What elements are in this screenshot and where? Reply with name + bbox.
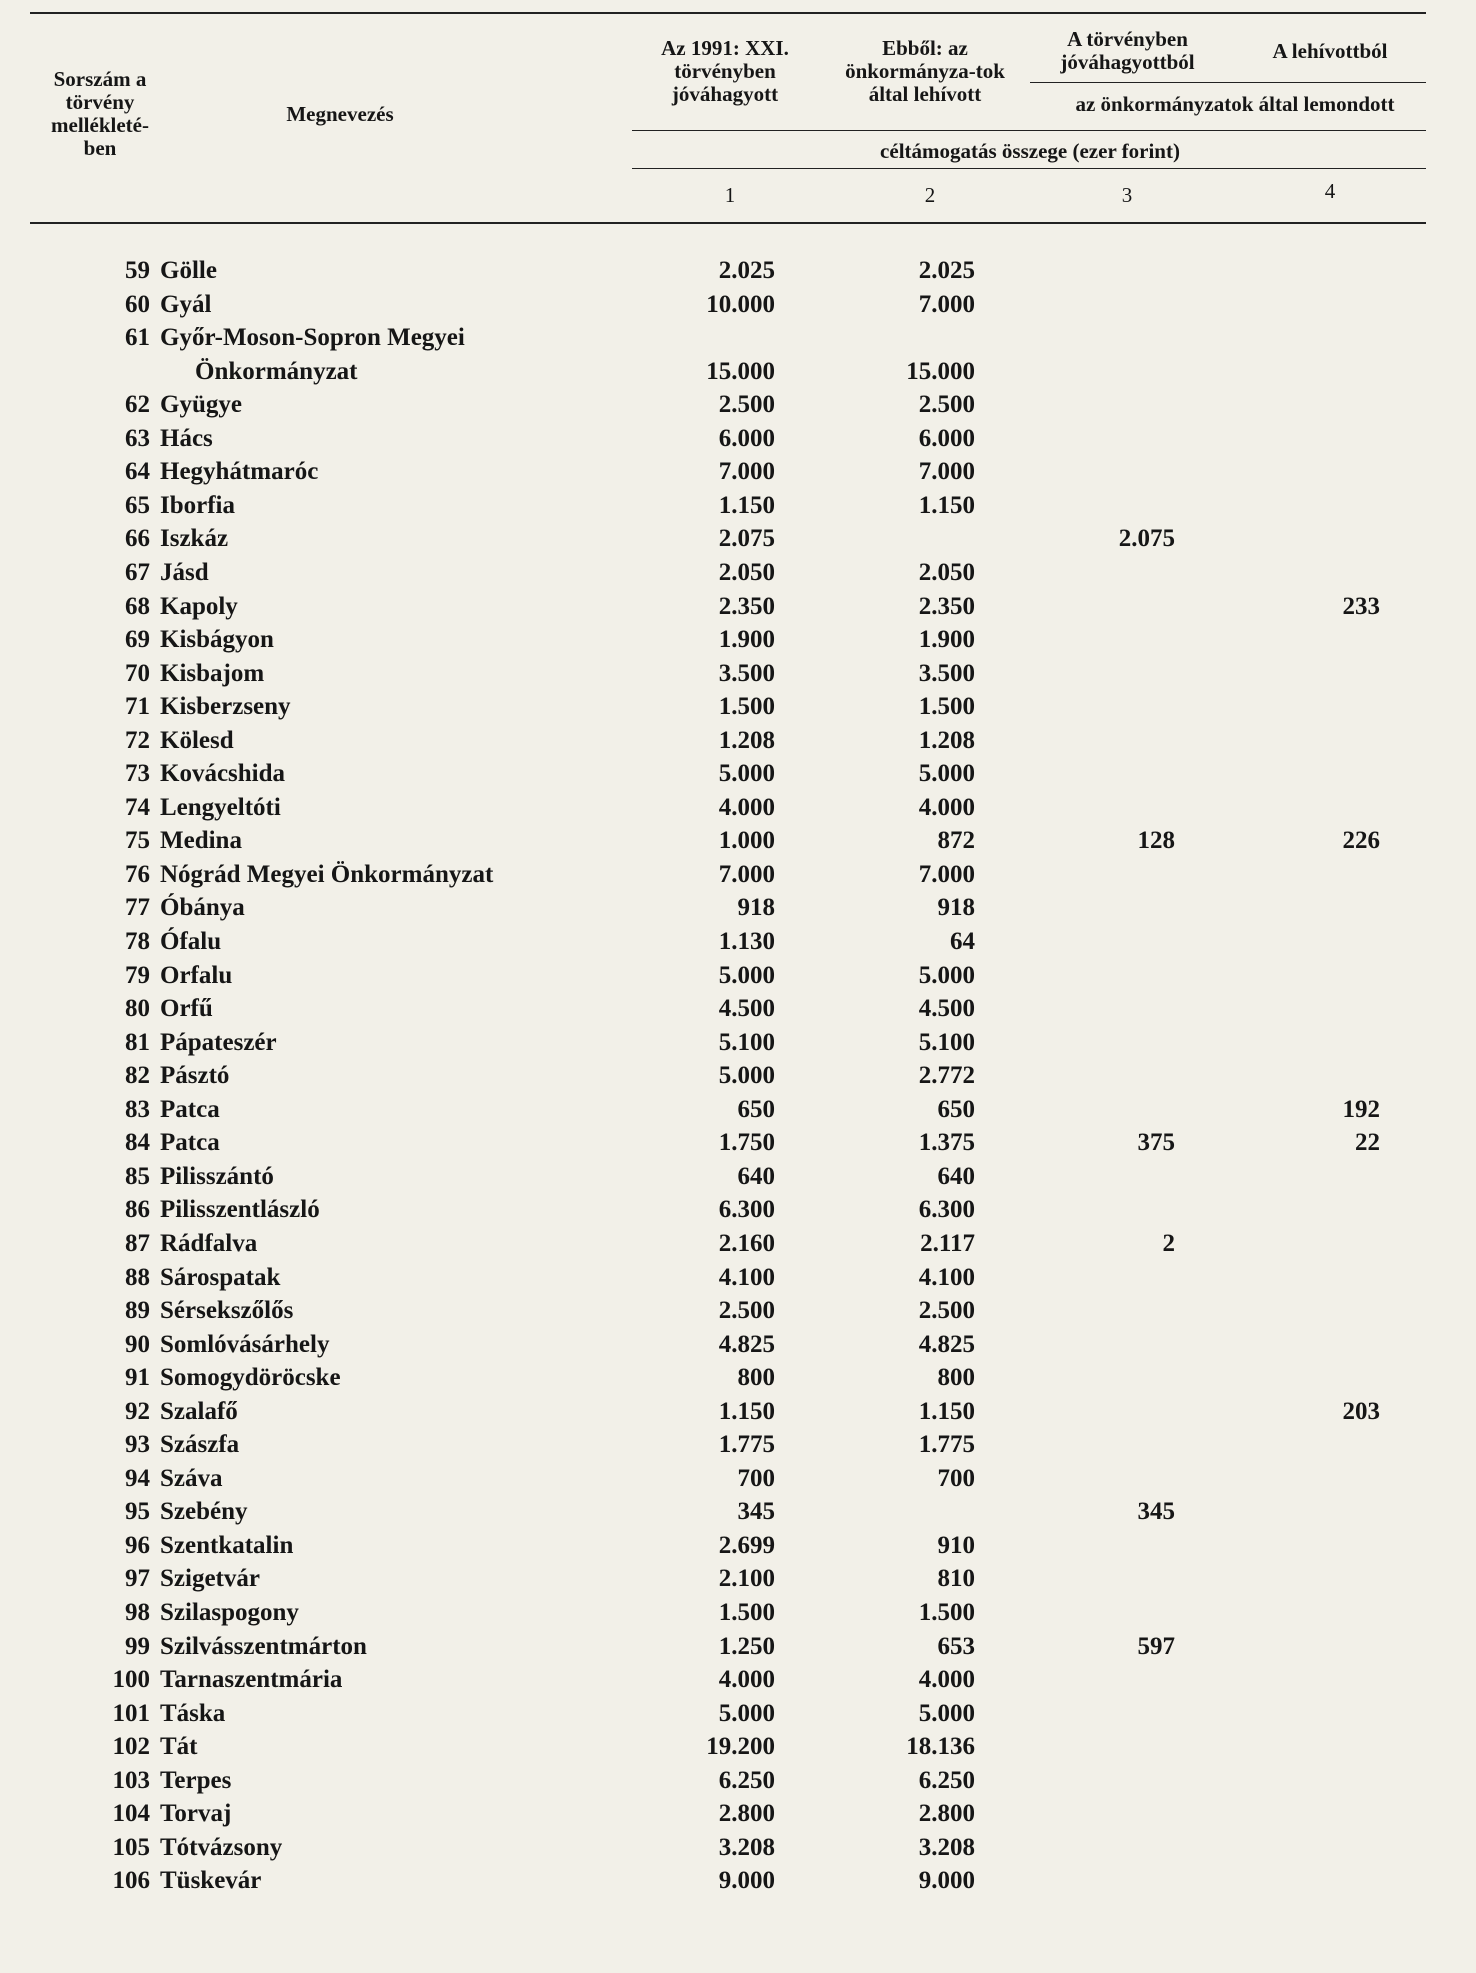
table-row [0,1294,1476,1327]
approved-amount: 2.160 [718,1229,775,1257]
row-number: 70 [125,659,150,687]
table-row [0,1026,1476,1059]
municipality-name: Gyügye [160,391,242,419]
header-bottom-rule [30,222,1426,224]
approved-amount: 2.500 [718,1297,775,1325]
table-row [0,590,1476,623]
municipality-name: Önkormányzat [195,357,358,385]
municipality-name: Patca [160,1129,220,1157]
municipality-name: Szászfa [160,1431,240,1459]
table-row [0,1193,1476,1226]
drawn-amount: 2.800 [918,1800,975,1828]
drawn-amount: 7.000 [918,290,975,318]
municipality-name: Gyál [160,290,212,318]
waived-from-drawn: 226 [1342,827,1380,855]
drawn-amount: 1.500 [918,693,975,721]
row-number: 101 [112,1699,150,1727]
header-megnevezes: Megnevezés [286,102,394,126]
drawn-amount: 6.000 [918,424,975,452]
drawn-amount: 6.300 [918,1196,975,1224]
approved-amount: 2.025 [718,257,775,284]
drawn-amount: 5.000 [918,760,975,788]
table-row [0,1764,1476,1797]
approved-amount: 1.130 [718,928,775,955]
municipality-name: Kovácshida [160,760,286,788]
approved-amount: 2.500 [718,391,775,419]
municipality-name: Óbánya [160,894,245,922]
approved-amount: 1.500 [718,1599,775,1626]
approved-amount: 2.350 [718,592,775,620]
row-number: 98 [125,1599,150,1626]
row-number: 74 [125,793,150,821]
municipality-name: Hács [160,424,213,452]
municipality-name: Orfalu [160,961,233,989]
drawn-amount: 2.025 [918,257,975,284]
row-number: 65 [125,491,150,519]
row-number: 97 [125,1565,150,1593]
drawn-amount: 1.375 [918,1129,975,1157]
drawn-amount: 7.000 [918,860,975,888]
table-row [0,522,1476,555]
table-row [0,355,1476,388]
table-row [0,455,1476,488]
drawn-amount: 872 [937,827,975,855]
approved-amount: 4.500 [718,995,775,1023]
municipality-name: Kisbágyon [160,626,274,654]
row-number: 92 [125,1397,150,1425]
row-number: 71 [125,693,150,721]
approved-amount: 4.100 [718,1263,775,1291]
row-number: 68 [125,592,150,620]
table-row [0,1261,1476,1294]
approved-amount: 5.000 [718,1699,775,1727]
municipality-name: Tarnaszentmária [160,1666,343,1694]
table-row [0,1428,1476,1461]
header-colnum-3: 3 [1121,183,1133,207]
table-row [0,288,1476,321]
approved-amount: 1.500 [718,693,775,721]
approved-amount: 7.000 [718,458,775,486]
drawn-amount: 910 [937,1531,975,1559]
header-col1: Az 1991: XXI. törvényben jóváhagyott [661,36,789,106]
drawn-amount: 7.000 [918,458,975,486]
municipality-name: Kapoly [160,592,238,620]
approved-amount: 9.000 [718,1867,775,1895]
table-row [0,1361,1476,1394]
row-number: 59 [125,257,150,284]
municipality-name: Sérsekszőlős [160,1297,294,1325]
municipality-name: Iszkáz [160,525,229,553]
municipality-name: Torvaj [160,1800,232,1828]
municipality-name: Lengyeltóti [160,793,281,821]
municipality-name: Szebény [160,1498,248,1526]
approved-amount: 6.300 [718,1196,775,1224]
row-number: 99 [125,1632,150,1660]
row-number: 83 [125,1095,150,1123]
drawn-amount: 2.500 [918,1297,975,1325]
table-row [0,757,1476,790]
drawn-amount: 800 [937,1364,975,1392]
approved-amount: 5.000 [718,961,775,989]
approved-amount: 1.150 [718,491,775,519]
waived-from-approved: 2 [1162,1229,1175,1257]
table-row [0,1059,1476,1092]
approved-amount: 3.500 [718,659,775,687]
drawn-amount: 700 [937,1464,975,1492]
waived-from-approved: 128 [1137,827,1175,855]
header-rule-span34 [1030,82,1426,83]
table-row [0,1160,1476,1193]
municipality-name: Medina [160,827,242,855]
table-row [0,657,1476,690]
drawn-amount: 1.500 [918,1599,975,1626]
table-row [0,1227,1476,1260]
drawn-amount: 5.000 [918,961,975,989]
header-rule-numbers [632,168,1426,169]
municipality-name: Szentkatalin [160,1531,294,1559]
row-number: 86 [125,1196,150,1224]
row-number: 88 [125,1263,150,1291]
municipality-name: Győr-Moson-Sopron Megyei [160,324,465,352]
municipality-name: Tát [160,1733,198,1761]
municipality-name: Kisberzseny [160,693,291,721]
drawn-amount: 1.900 [918,626,975,654]
table-row [0,925,1476,958]
waived-from-drawn: 22 [1355,1129,1380,1157]
table-row [0,623,1476,656]
waived-from-approved: 597 [1137,1632,1175,1660]
row-number: 61 [125,324,150,352]
municipality-name: Somogydöröcske [160,1364,341,1392]
row-number: 103 [112,1766,150,1794]
table-row [0,959,1476,992]
table-row [0,1562,1476,1595]
approved-amount: 1.250 [718,1632,775,1660]
row-number: 91 [125,1364,150,1392]
waived-from-approved: 2.075 [1118,525,1175,553]
row-number: 85 [125,1162,150,1190]
header-top-rule [30,12,1426,14]
row-number: 77 [125,894,150,922]
row-number: 66 [125,525,150,553]
header-col2: Ebből: az önkormányza-tok által lehívott [845,36,1005,106]
approved-amount: 5.100 [718,1028,775,1056]
row-number: 106 [112,1867,150,1895]
row-number: 62 [125,391,150,419]
table-row [0,489,1476,522]
table-row [0,1630,1476,1663]
approved-amount: 7.000 [718,860,775,888]
approved-amount: 700 [737,1464,775,1492]
table-row [0,1093,1476,1126]
row-number: 102 [112,1733,150,1761]
approved-amount: 650 [737,1095,775,1123]
municipality-name: Tüskevár [160,1867,262,1895]
row-number: 105 [112,1833,150,1861]
row-number: 73 [125,760,150,788]
drawn-amount: 1.150 [918,1397,975,1425]
table-row [0,1395,1476,1428]
municipality-name: Jásd [160,558,209,586]
table-row [0,1831,1476,1864]
row-number: 69 [125,626,150,654]
approved-amount: 4.000 [718,793,775,821]
drawn-amount: 4.000 [918,793,975,821]
waived-from-drawn: 203 [1342,1397,1380,1425]
table-row [0,690,1476,723]
table-row [0,1495,1476,1528]
approved-amount: 3.208 [718,1833,775,1861]
approved-amount: 19.200 [706,1733,775,1761]
row-number: 104 [112,1800,150,1828]
drawn-amount: 4.500 [918,995,975,1023]
table-row [0,724,1476,757]
approved-amount: 640 [737,1162,775,1190]
drawn-amount: 2.117 [920,1229,975,1257]
approved-amount: 1.775 [718,1431,775,1459]
drawn-amount: 1.208 [918,726,975,754]
row-number: 84 [125,1129,150,1157]
row-number: 60 [125,290,150,318]
drawn-amount: 5.000 [918,1699,975,1727]
waived-from-drawn: 233 [1342,592,1380,620]
municipality-name: Somlóvásárhely [160,1330,330,1358]
approved-amount: 345 [737,1498,775,1526]
municipality-name: Hegyhátmaróc [160,458,319,486]
table-row [0,422,1476,455]
row-number: 81 [125,1028,150,1056]
drawn-amount: 1.150 [918,491,975,519]
table-row [0,1462,1476,1495]
drawn-amount: 3.500 [918,659,975,687]
drawn-amount: 6.250 [918,1766,975,1794]
header-rule-span14 [632,130,1426,131]
approved-amount: 4.000 [718,1666,775,1694]
drawn-amount: 64 [950,928,975,955]
table-row [0,1697,1476,1730]
drawn-amount: 2.350 [918,592,975,620]
drawn-amount: 4.100 [918,1263,975,1291]
row-number: 95 [125,1498,150,1526]
row-number: 75 [125,827,150,855]
waived-from-approved: 345 [1137,1498,1175,1526]
approved-amount: 1.150 [718,1397,775,1425]
approved-amount: 1.208 [718,726,775,754]
table-row [0,1730,1476,1763]
header-colnum-2: 2 [924,183,936,207]
table-row [0,556,1476,589]
row-number: 72 [125,726,150,754]
approved-amount: 800 [737,1364,775,1392]
approved-amount: 5.000 [718,1062,775,1090]
row-number: 87 [125,1229,150,1257]
approved-amount: 6.250 [718,1766,775,1794]
table-row [0,891,1476,924]
municipality-name: Nógrád Megyei Önkormányzat [160,860,494,888]
row-number: 90 [125,1330,150,1358]
municipality-name: Tótvázsony [160,1833,283,1861]
row-number: 64 [125,458,150,486]
header-span14: céltámogatás összege (ezer forint) [880,139,1180,163]
drawn-amount: 5.100 [918,1028,975,1056]
approved-amount: 2.050 [718,558,775,586]
municipality-name: Kisbajom [160,659,265,687]
drawn-amount: 15.000 [906,357,975,385]
row-number: 67 [125,558,150,586]
row-number: 89 [125,1297,150,1325]
municipality-name: Szilvásszentmárton [160,1632,367,1660]
approved-amount: 2.699 [718,1531,775,1559]
row-number: 82 [125,1062,150,1090]
drawn-amount: 18.136 [906,1733,975,1761]
table-row [0,1663,1476,1696]
drawn-amount: 9.000 [918,1867,975,1895]
drawn-amount: 1.775 [918,1431,975,1459]
row-number: 63 [125,424,150,452]
municipality-name: Táska [160,1699,226,1727]
drawn-amount: 4.825 [918,1330,975,1358]
municipality-name: Pápateszér [160,1028,277,1056]
header-span34: az önkormányzatok által lemondott [1075,92,1395,116]
row-number: 96 [125,1531,150,1559]
table-row [0,1126,1476,1159]
table-row [0,992,1476,1025]
drawn-amount: 650 [937,1095,975,1123]
municipality-name: Sárospatak [160,1263,281,1291]
municipality-name: Terpes [160,1766,232,1794]
approved-amount: 1.900 [718,626,775,654]
municipality-name: Pilisszentlászló [160,1196,320,1224]
header-col3: A törvényben jóváhagyottból [1060,27,1195,74]
drawn-amount: 640 [937,1162,975,1190]
table-row [0,858,1476,891]
header-sorszam: Sorszám a törvény mellékleté-ben [51,67,149,160]
drawn-amount: 3.208 [918,1833,975,1861]
drawn-amount: 810 [937,1565,975,1593]
row-number: 80 [125,995,150,1023]
municipality-name: Orfű [160,995,213,1023]
municipality-name: Pásztó [160,1062,230,1090]
approved-amount: 6.000 [718,424,775,452]
table-row [0,1529,1476,1562]
drawn-amount: 2.050 [918,558,975,586]
municipality-name: Száva [160,1464,223,1492]
row-number: 78 [125,928,150,955]
waived-from-approved: 375 [1137,1129,1175,1157]
approved-amount: 10.000 [706,290,775,318]
table-row [0,1797,1476,1830]
approved-amount: 2.100 [718,1565,775,1593]
drawn-amount: 4.000 [918,1666,975,1694]
header-colnum-1: 1 [724,183,736,207]
header-col4: A lehívottból [1272,39,1388,63]
municipality-name: Szilaspogony [160,1599,299,1626]
table-row [0,1864,1476,1897]
municipality-name: Iborfia [160,491,235,519]
table-row [0,1328,1476,1361]
table-row [0,321,1476,354]
municipality-name: Gölle [160,257,217,284]
table-row [0,1596,1476,1629]
municipality-name: Ófalu [160,928,222,955]
approved-amount: 15.000 [706,357,775,385]
row-number: 100 [112,1666,150,1694]
table-row [0,791,1476,824]
municipality-name: Patca [160,1095,220,1123]
approved-amount: 1.750 [718,1129,775,1157]
municipality-name: Pilisszántó [160,1162,274,1190]
drawn-amount: 2.772 [918,1062,975,1090]
row-number: 94 [125,1464,150,1492]
drawn-amount: 918 [937,894,975,922]
row-number: 93 [125,1431,150,1459]
approved-amount: 5.000 [718,760,775,788]
municipality-name: Kölesd [160,726,234,754]
waived-from-drawn: 192 [1342,1095,1380,1123]
approved-amount: 2.075 [718,525,775,553]
table-row [0,824,1476,857]
approved-amount: 1.000 [718,827,775,855]
approved-amount: 918 [737,894,775,922]
municipality-name: Szalafő [160,1397,238,1425]
municipality-name: Rádfalva [160,1229,258,1257]
header-colnum-4: 4 [1324,179,1336,203]
municipality-name: Szigetvár [160,1565,260,1593]
row-number: 76 [125,860,150,888]
drawn-amount: 653 [937,1632,975,1660]
approved-amount: 2.800 [718,1800,775,1828]
approved-amount: 4.825 [718,1330,775,1358]
table-row [0,388,1476,421]
drawn-amount: 2.500 [918,391,975,419]
row-number: 79 [125,961,150,989]
table-row [0,254,1476,287]
